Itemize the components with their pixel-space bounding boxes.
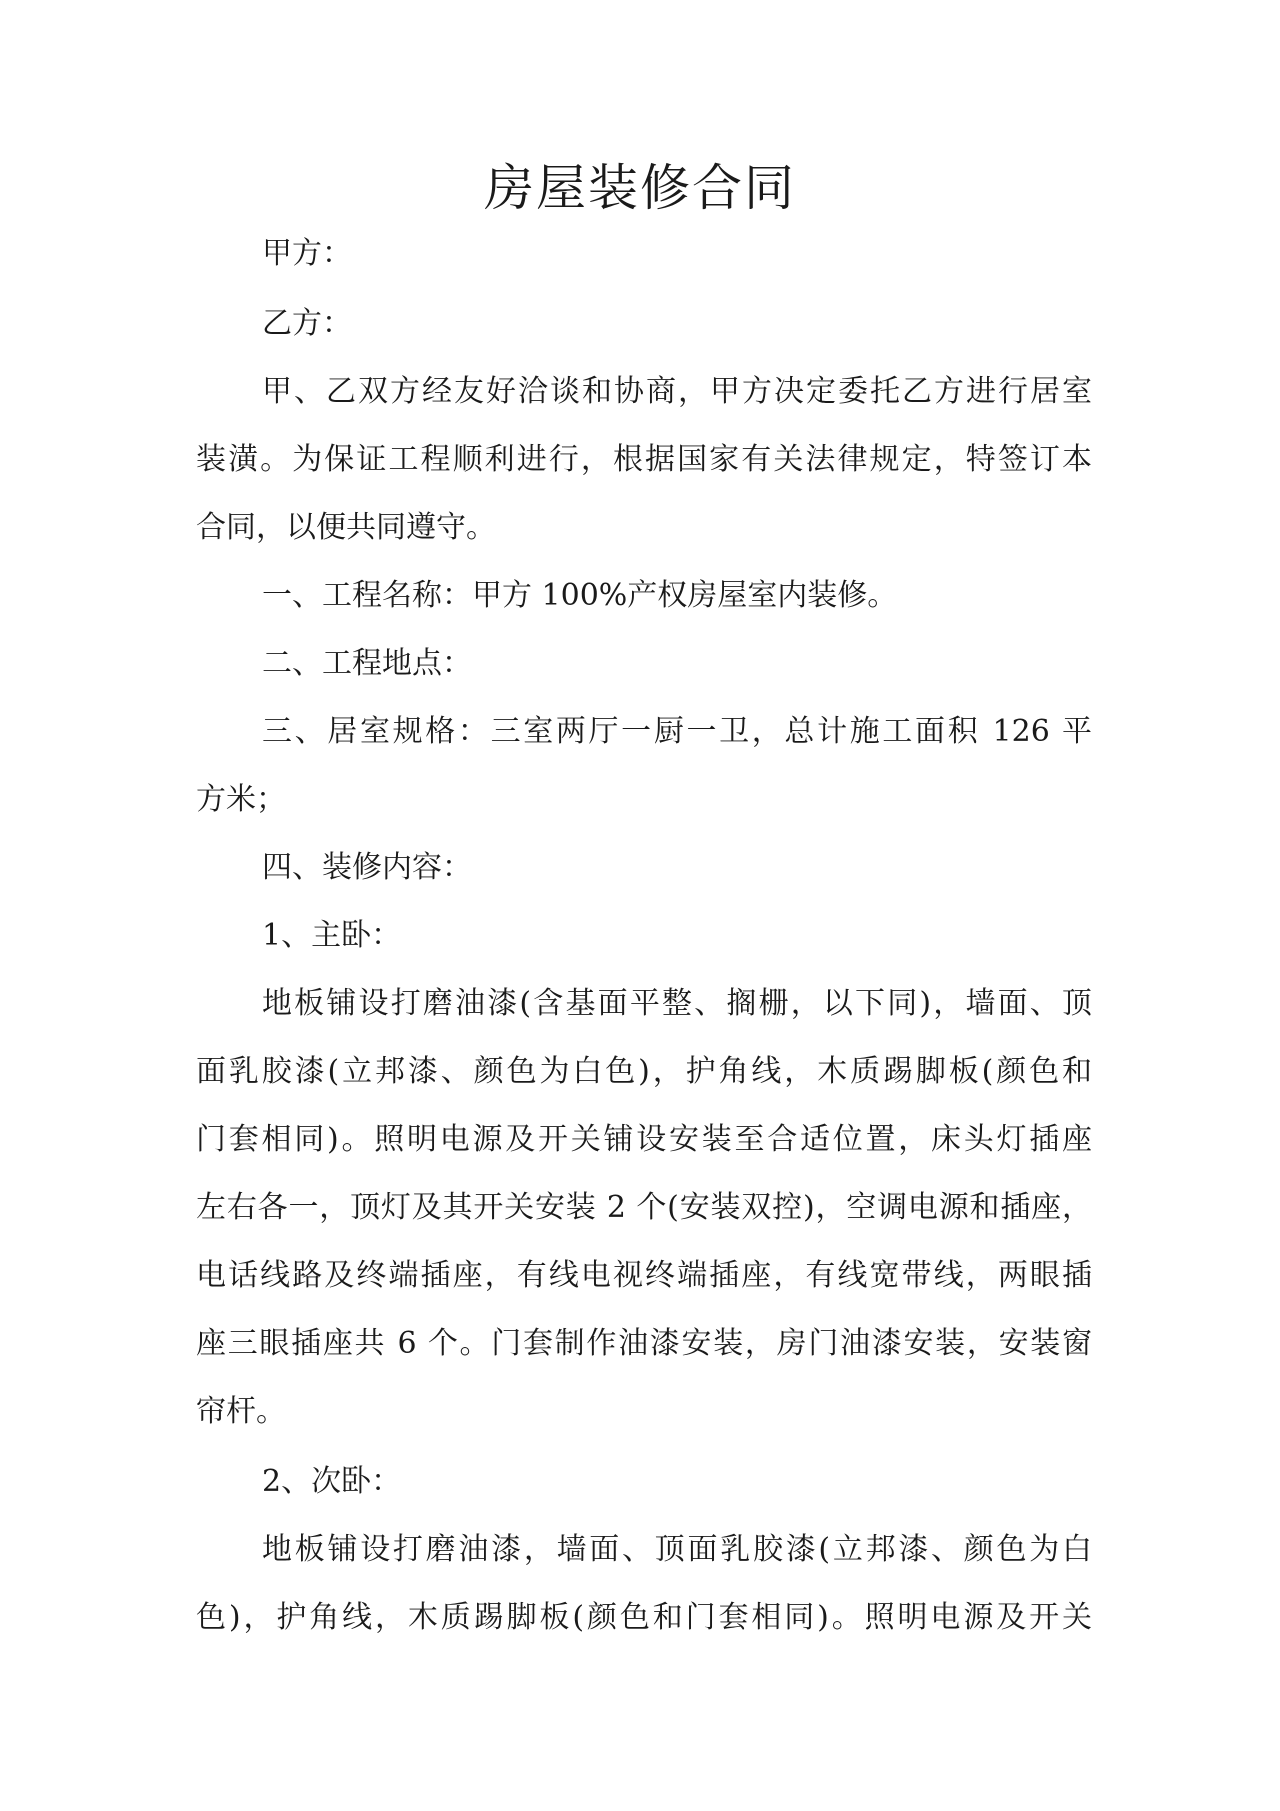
room-spec-line-1: 三、居室规格：三室两厅一厨一卫，总计施工面积 126 平 — [262, 714, 1092, 749]
master-bedroom-line-5: 电话线路及终端插座，有线电视终端插座，有线宽带线，两眼插 — [196, 1258, 1092, 1293]
second-bedroom-line-1: 地板铺设打磨油漆，墙面、顶面乳胶漆(立邦漆、颜色为白 — [262, 1532, 1092, 1567]
room-spec-line-2: 方米； — [196, 782, 286, 817]
master-bedroom-line-2: 面乳胶漆(立邦漆、颜色为白色)，护角线，木质踢脚板(颜色和 — [196, 1054, 1092, 1089]
master-bedroom-line-7: 帘杆。 — [196, 1394, 286, 1429]
master-bedroom-line-3: 门套相同)。照明电源及开关铺设安装至合适位置，床头灯插座 — [196, 1122, 1092, 1157]
second-bedroom-heading: 2、次卧： — [262, 1464, 402, 1499]
renovation-content-heading: 四、装修内容： — [262, 850, 472, 885]
party-a-line: 甲方： — [262, 236, 352, 271]
intro-line-2: 装潢。为保证工程顺利进行，根据国家有关法律规定，特签订本 — [196, 442, 1092, 477]
intro-line-1: 甲、乙双方经友好洽谈和协商，甲方决定委托乙方进行居室 — [262, 374, 1092, 409]
project-location-line: 二、工程地点： — [262, 646, 472, 681]
master-bedroom-line-6: 座三眼插座共 6 个。门套制作油漆安装，房门油漆安装，安装窗 — [196, 1326, 1092, 1361]
intro-line-3: 合同，以便共同遵守。 — [196, 510, 496, 545]
second-bedroom-line-2: 色)，护角线，木质踢脚板(颜色和门套相同)。照明电源及开关 — [196, 1600, 1092, 1635]
project-name-line: 一、工程名称：甲方 100%产权房屋室内装修。 — [262, 578, 898, 613]
party-b-line: 乙方： — [262, 306, 352, 341]
master-bedroom-heading: 1、主卧： — [262, 918, 402, 953]
master-bedroom-line-1: 地板铺设打磨油漆(含基面平整、搁栅，以下同)，墙面、顶 — [262, 986, 1092, 1021]
document-title: 房屋装修合同 — [484, 159, 796, 217]
master-bedroom-line-4: 左右各一，顶灯及其开关安装 2 个(安装双控)，空调电源和插座， — [196, 1190, 1092, 1225]
